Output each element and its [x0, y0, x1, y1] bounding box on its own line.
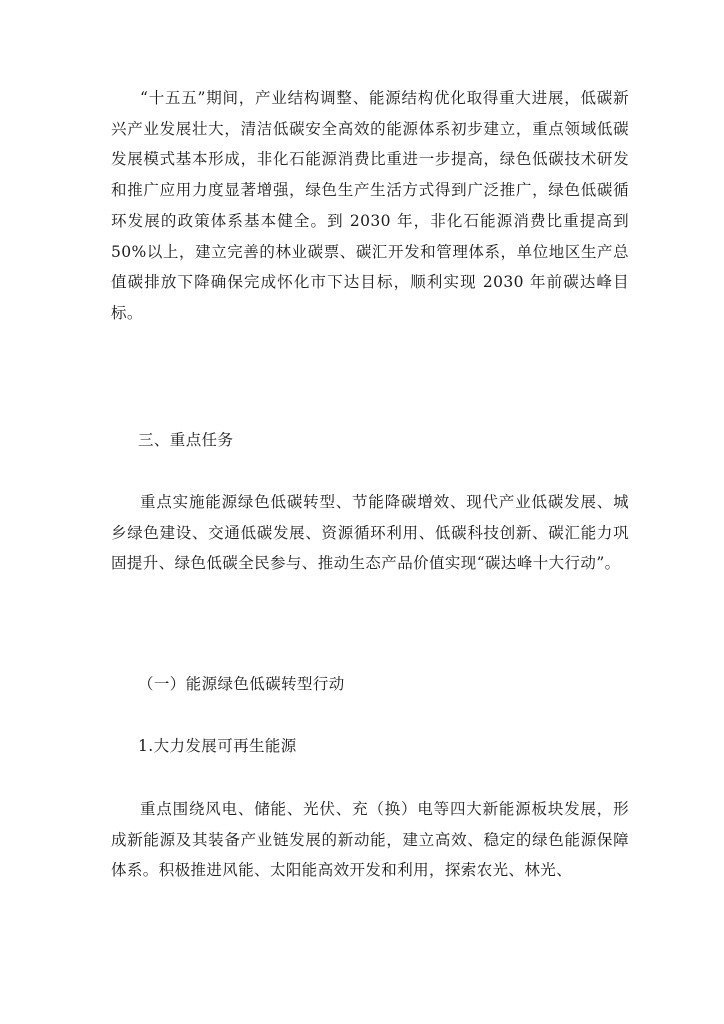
section-heading: 三、重点任务 — [138, 431, 234, 449]
paragraph-key-tasks: 重点实施能源绿色低碳转型、节能降碳增效、现代产业低碳发展、城乡绿色建设、交通低碳发展、资源循环利用、低碳科技创新、碳汇能力巩固提升、绿色低碳全民参与、推动生态产品价值实现“碳达峰十大行动”。 — [111, 493, 629, 573]
paragraph-targets: “十五五”期间，产业结构调整、能源结构优化取得重大进展，低碳新兴产业发展壮大，清洁低碳安全高效的能源体系初步建立，重点领域低碳发展模式基本形成，非化石能源消费比重进一步提高，绿色低碳技术研发和推广应用力度显著增强，绿色生产生活方式得到广泛推广，绿色低碳循环发展的政策体系基本健全。到 2030 年，非化石能源消费比重提高到 50%以上，建立完善的林业碳票、碳汇开发和管理体系，单位地区生产总值碳排放下降确保完成怀化市下达目标，顺利实现 2030 年前碳达峰目标。 — [111, 89, 629, 322]
paragraph-renewable-energy: 重点围绕风电、储能、光伏、充（换）电等四大新能源板块发展，形成新能源及其装备产业链发展的新动能，建立高效、稳定的绿色能源保障体系。积极推进风能、太阳能高效开发和利用，探索农光、林光、 — [111, 800, 629, 880]
subsection-heading: （一）能源绿色低碳转型行动 — [138, 675, 345, 693]
item-heading: 1.大力发展可再生能源 — [138, 737, 297, 755]
